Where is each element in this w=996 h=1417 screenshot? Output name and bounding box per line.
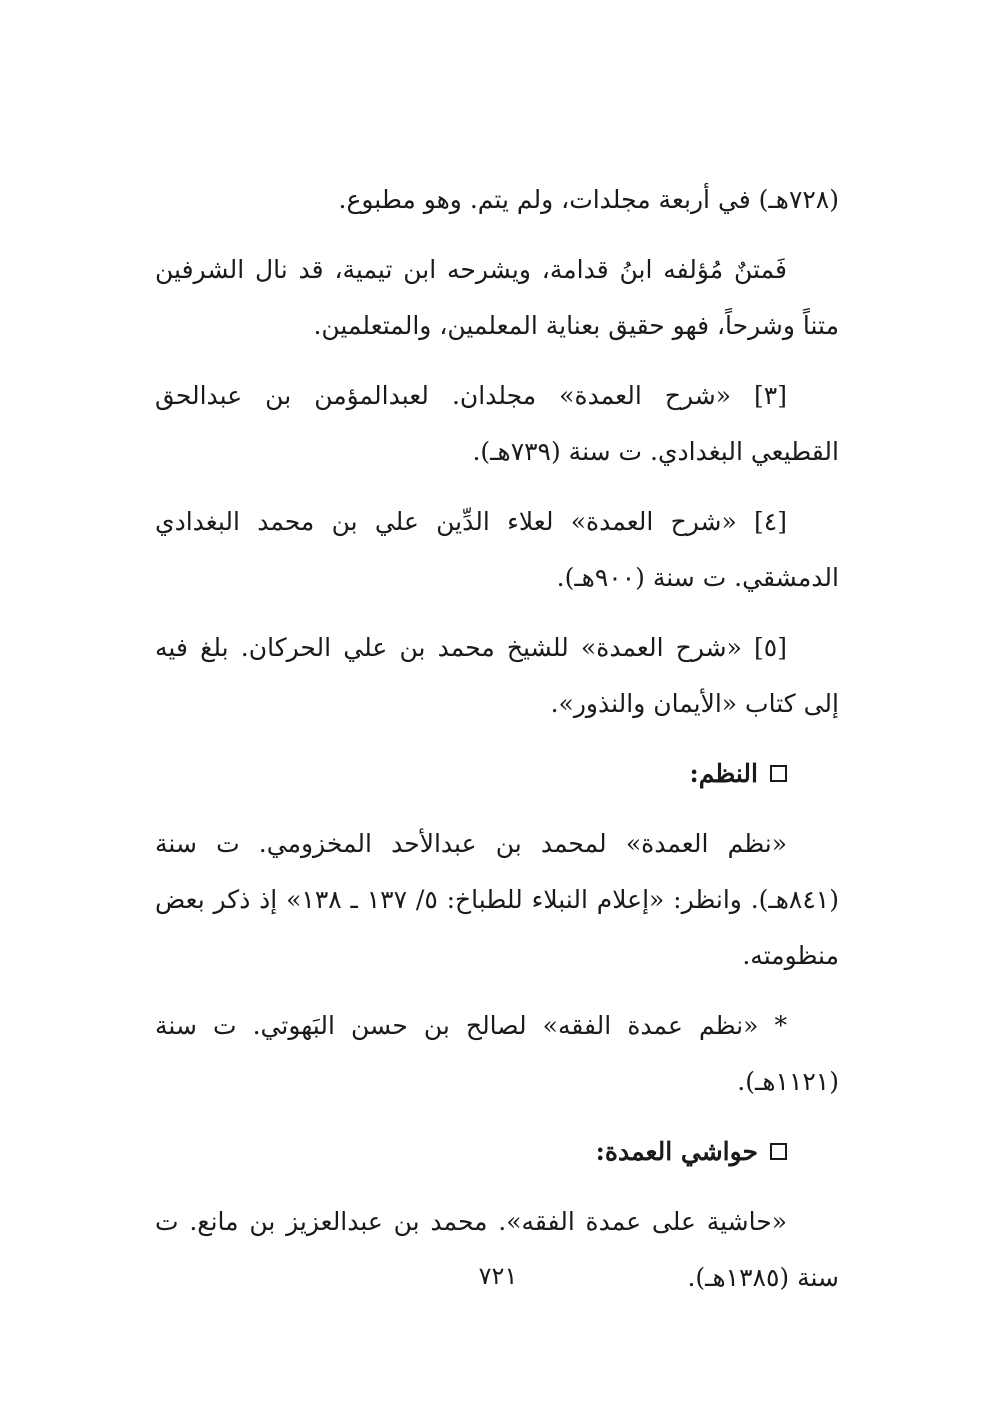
square-bullet-icon [770, 765, 787, 782]
section-heading-hawashi-label: حواشي العمدة: [595, 1137, 758, 1166]
section-heading-hawashi [155, 1124, 839, 1180]
section-heading-nazm-label: النظم: [689, 759, 758, 788]
paragraph-matn-commentary: فَمتنٌ مُؤلفه ابنُ قدامة، ويشرحه ابن تيمية، قد نال الشرفين متناً وشرحاً، فهو حقيق بعناية المعلمين، والمتعلمين. [155, 255, 839, 340]
paragraph-entry-3: [٣] «شرح العمدة» مجلدان. لعبدالمؤمن بن عبدالحق القطيعي البغدادي. ت سنة (٧٣٩هـ). [155, 381, 839, 466]
paragraph-nazm-bahuti: * «نظم عمدة الفقه» لصالح بن حسن البَهوتي. ت سنة (١١٢١هـ). [155, 1011, 839, 1096]
paragraph-nazm-mahzumi: «نظم العمدة» لمحمد بن عبدالأحد المخزومي. ت سنة (٨٤١هـ). وانظر: «إعلام النبلاء للطباخ: ٥/ ١٣٧ ـ ١٣٨» إذ ذكر بعض منظومته. [155, 829, 839, 970]
section-heading-nazm [155, 746, 839, 802]
page-body [155, 172, 839, 1320]
paragraph-entry-4: [٤] «شرح العمدة» لعلاء الدِّين علي بن محمد البغدادي الدمشقي. ت سنة (٩٠٠هـ). [155, 507, 839, 592]
square-bullet-icon [770, 1143, 787, 1160]
paragraph-sharh-continuation: (٧٢٨هـ) في أربعة مجلدات، ولم يتم. وهو مطبوع. [338, 185, 839, 214]
page-number: ٧٢١ [478, 1262, 518, 1290]
paragraph-hashiya-ibn-mani: «حاشية على عمدة الفقه». محمد بن عبدالعزيز بن مانع. ت سنة (١٣٨٥هـ). [155, 1207, 839, 1292]
paragraph-entry-5: [٥] «شرح العمدة» للشيخ محمد بن علي الحركان. بلغ فيه إلى كتاب «الأيمان والنذور». [155, 633, 839, 718]
